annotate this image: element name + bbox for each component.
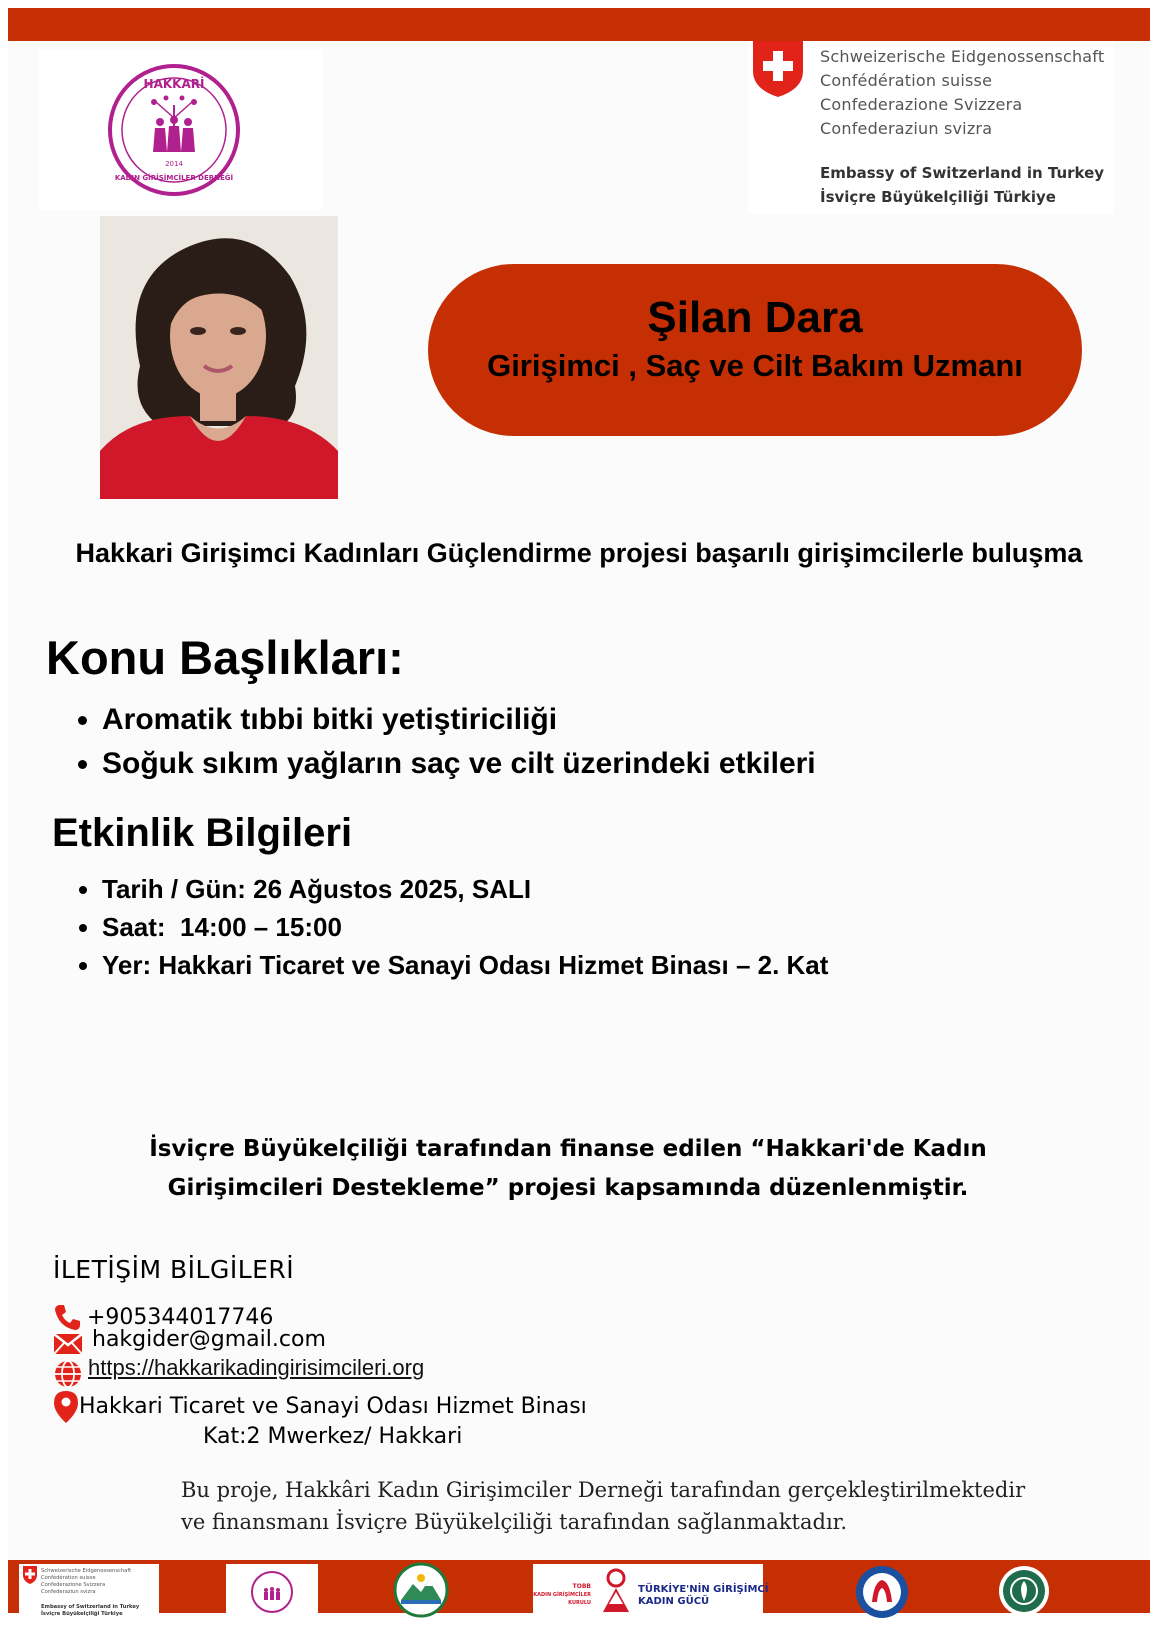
- tobb-text: KADIN GÜCÜ: [638, 1596, 710, 1607]
- small-swiss-line: Confederaziun svizra: [41, 1589, 96, 1595]
- poster: [8, 8, 1150, 1617]
- tobb-women-entrepreneurs-logo: [533, 1564, 769, 1617]
- footer-note-line-2: ve finansmanı İsviçre Büyükelçiliği tarafından sağlanmaktadır.: [181, 1510, 848, 1534]
- seal-year: 2014: [165, 160, 183, 168]
- swiss-line-rm: Confederaziun svizra: [820, 119, 993, 138]
- location-pin-icon: [53, 1390, 79, 1424]
- tobb-text: TÜRKİYE'NİN GİRİŞİMCİ: [638, 1584, 769, 1595]
- small-swiss-line: Embassy of Switzerland in Turkey: [41, 1604, 140, 1610]
- small-swiss-line: Confédération suisse: [41, 1575, 96, 1581]
- speaker-role: Girişimci , Saç ve Cilt Bakım Uzmanı: [487, 348, 1023, 383]
- funding-line-1: İsviçre Büyükelçiliği tarafından finanse edilen “Hakkari'de Kadın: [149, 1136, 987, 1162]
- seal-bottom-text: KADIN GİRİŞİMCİLER DERNEĞİ: [114, 174, 234, 182]
- topic-item: • Aromatik tıbbi bitki yetiştiriciliği: [102, 698, 816, 742]
- association-logo-seal: [104, 60, 244, 200]
- speaker-name: Şilan Dara: [647, 293, 863, 342]
- contact-address-line-1: Hakkari Ticaret ve Sanayi Odası Hizmet Binası: [79, 1394, 587, 1419]
- project-footer-note: [181, 1474, 1025, 1538]
- phone-icon: [53, 1303, 81, 1331]
- topic-item: • Soğuk sıkım yağların saç ve cilt üzerindeki etkileri: [102, 742, 816, 786]
- tobb-text: KADIN GİRİŞİMCİLER: [533, 1592, 591, 1598]
- embassy-name-tr: İsviçre Büyükelçiliği Türkiye: [820, 188, 1056, 206]
- contact-phone[interactable]: +905344017746: [87, 1305, 274, 1330]
- footer-note-line-1: Bu proje, Hakkâri Kadın Girişimciler Derneği tarafından gerçekleştirilmektedir: [181, 1478, 1026, 1502]
- swiss-line-de: Schweizerische Eidgenossenschaft: [820, 47, 1105, 66]
- speaker-name-banner: [428, 264, 1082, 436]
- project-tagline: Hakkari Girişimci Kadınları Güçlendirme projesi başarılı girişimcilerle buluşma: [75, 538, 1083, 568]
- swiss-embassy-logo: [748, 41, 1114, 213]
- swiss-line-it: Confederazione Svizzera: [820, 95, 1023, 114]
- swiss-line-fr: Confédération suisse: [820, 71, 993, 90]
- association-small-logo: [226, 1564, 318, 1620]
- globe-icon: [53, 1359, 83, 1389]
- municipality-logo: [377, 1564, 465, 1620]
- contact-address-line-2: Kat:2 Mwerkez/ Hakkari: [203, 1424, 463, 1449]
- small-swiss-line: İsviçre Büyükelçiliği Türkiye: [41, 1611, 123, 1617]
- speaker-photo: [100, 216, 338, 499]
- seal-top-text: HAKKARİ: [143, 77, 205, 91]
- funding-line-2: Girişimcileri Destekleme” projesi kapsamında düzenlenmiştir.: [167, 1175, 969, 1201]
- small-swiss-line: Confederazione Svizzera: [41, 1582, 106, 1588]
- tobb-text: TOBB: [572, 1583, 591, 1590]
- swiss-confederation-names: [820, 45, 1104, 141]
- event-location: • Yer: Hakkari Ticaret ve Sanayi Odası Hizmet Binası – 2. Kat: [102, 946, 828, 984]
- event-date: • Tarih / Gün: 26 Ağustos 2025, SALI: [102, 870, 828, 908]
- tobb-text: KURULU: [568, 1600, 591, 1606]
- contact-email[interactable]: hakgider@gmail.com: [92, 1327, 326, 1352]
- university-logo: [852, 1564, 912, 1620]
- swiss-embassy-small-logo: [19, 1564, 159, 1620]
- contact-heading: İLETİŞİM BİLGİLERİ: [53, 1255, 295, 1284]
- embassy-name-en: Embassy of Switzerland in Turkey: [820, 164, 1105, 182]
- topics-heading: Konu Başlıkları:: [46, 631, 404, 684]
- event-heading: Etkinlik Bilgileri: [52, 811, 353, 855]
- small-swiss-line: Schweizerische Eidgenossenschaft: [41, 1568, 132, 1574]
- top-color-bar: [8, 8, 1150, 41]
- embassy-name: [820, 161, 1104, 209]
- event-time: • Saat: 14:00 – 15:00: [102, 908, 828, 946]
- association-logo: [39, 50, 323, 210]
- funding-statement: [68, 1130, 1068, 1208]
- event-info-list: [64, 870, 828, 984]
- swiss-shield-icon: [753, 41, 803, 97]
- topics-list: [64, 698, 816, 786]
- mail-icon: [53, 1333, 83, 1355]
- partner-green-logo: [998, 1564, 1050, 1618]
- speaker-portrait: [100, 216, 338, 499]
- contact-website-link[interactable]: https://hakkarikadingirisimcileri.org: [88, 1355, 425, 1380]
